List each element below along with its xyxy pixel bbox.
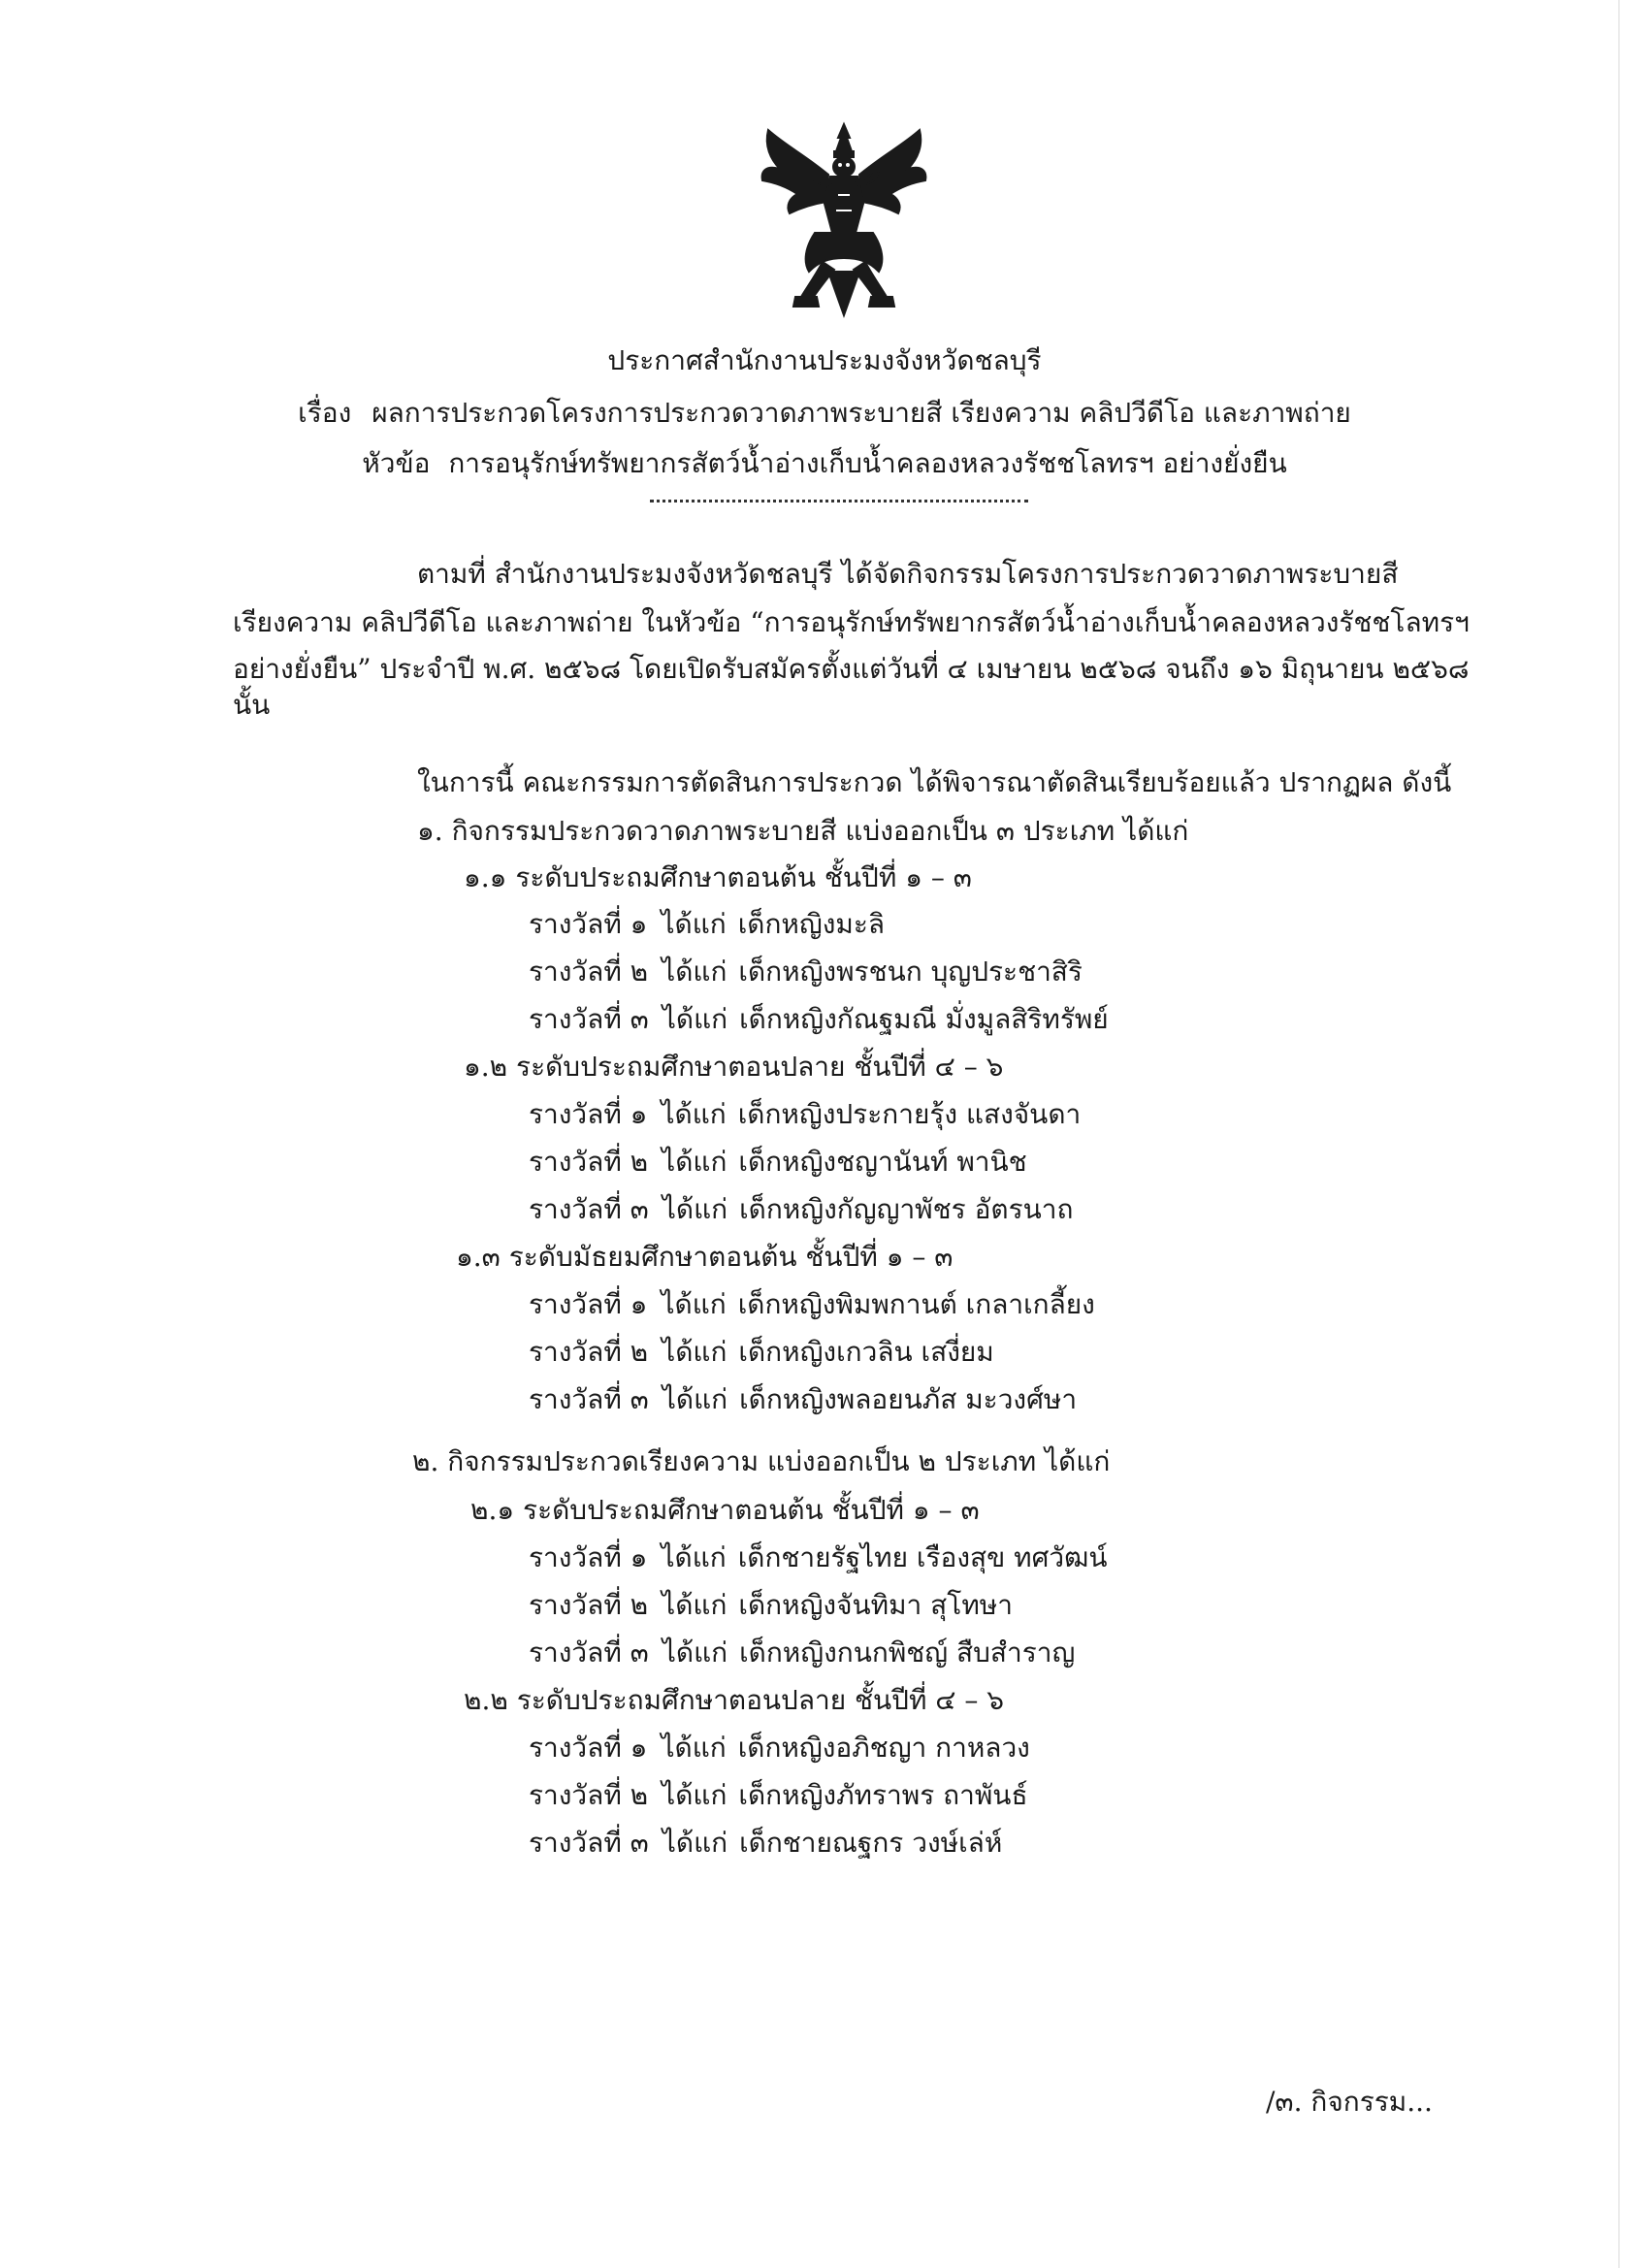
award-row [529, 1537, 1108, 1579]
category-title: ๒.๑ ระดับประถมศึกษาตอนต้น ชั้นปีที่ ๑ – ๓ [470, 1494, 980, 1526]
intro-line-3: อย่างยั่งยืน” ประจำปี พ.ศ. ๒๕๖๘ โดยเปิดรับสมัครตั้งแต่วันที่ ๔ เมษายน ๒๕๖๘ จนถึง ๑๖ มิถุนายน ๒๕๖๘ [233, 653, 1470, 685]
award-row [529, 1378, 1077, 1421]
award-row [529, 1632, 1075, 1674]
award-get-label: ได้แก่ [662, 1003, 728, 1035]
award-get-label: ได้แก่ [661, 908, 727, 940]
award-winner: เด็กหญิงเกวลิน เสงี่ยม [738, 1336, 994, 1368]
award-label: รางวัลที่ ๓ [529, 1827, 649, 1859]
topic-text: การอนุรักษ์ทรัพยากรสัตว์น้ำอ่างเก็บน้ำคลองหลวงรัชชโลทรฯ อย่างยั่งยืน [448, 447, 1287, 479]
award-row [529, 1727, 1030, 1769]
category-title: ๒.๒ ระดับประถมศึกษาตอนปลาย ชั้นปีที่ ๔ – ๖ [464, 1684, 1005, 1716]
award-label: รางวัลที่ ๓ [529, 1003, 649, 1035]
award-row [529, 1822, 1002, 1864]
award-label: รางวัลที่ ๑ [529, 1288, 648, 1320]
award-row [529, 1188, 1073, 1231]
award-label: รางวัลที่ ๑ [529, 1098, 648, 1130]
award-winner: เด็กหญิงพลอยนภัส มะวงศ์ษา [739, 1383, 1078, 1415]
award-get-label: ได้แก่ [661, 1098, 727, 1130]
award-get-label: ได้แก่ [661, 1541, 727, 1573]
award-winner: เด็กหญิงชญานันท์ พานิช [738, 1146, 1027, 1178]
award-row [529, 1283, 1095, 1326]
award-winner: เด็กหญิงอภิชญา กาหลวง [737, 1732, 1030, 1764]
award-label: รางวัลที่ ๑ [529, 908, 648, 940]
award-winner: เด็กหญิงประกายรุ้ง แสงจันดา [737, 1098, 1082, 1130]
award-winner: เด็กชายรัฐไทย เรืองสุข ทศวัฒน์ [737, 1541, 1108, 1573]
award-label: รางวัลที่ ๒ [529, 1589, 649, 1621]
category-title: ๑.๒ ระดับประถมศึกษาตอนปลาย ชั้นปีที่ ๔ – ๖ [464, 1051, 1004, 1083]
award-get-label: ได้แก่ [662, 1779, 728, 1811]
award-label: รางวัลที่ ๑ [529, 1541, 648, 1573]
award-row [529, 1584, 1013, 1627]
award-label: รางวัลที่ ๓ [529, 1193, 649, 1225]
award-label: รางวัลที่ ๑ [529, 1732, 648, 1764]
award-label: รางวัลที่ ๒ [529, 1336, 649, 1368]
announcement-subject [0, 392, 1649, 435]
award-get-label: ได้แก่ [662, 1636, 728, 1669]
topic-label: หัวข้อ [362, 447, 431, 479]
intro-line-4: นั้น [233, 689, 271, 721]
announcement-org: ประกาศสำนักงานประมงจังหวัดชลบุรี [607, 344, 1042, 376]
award-get-label: ได้แก่ [662, 1193, 728, 1225]
award-winner: เด็กหญิงกัญญาพัชร อัตรนาถ [739, 1193, 1074, 1225]
award-winner: เด็กหญิงกนกพิชญ์ สืบสำราญ [739, 1636, 1076, 1669]
result-intro: ในการนี้ คณะกรรมการตัดสินการประกวด ได้พิจารณาตัดสินเรียบร้อยแล้ว ปรากฏผล ดังนี้ [417, 766, 1452, 798]
award-label: รางวัลที่ ๒ [529, 1779, 649, 1811]
award-label: รางวัลที่ ๒ [529, 1146, 649, 1178]
award-label: รางวัลที่ ๓ [529, 1383, 649, 1415]
page-continuation: /๓. กิจกรรม... [1266, 2086, 1433, 2118]
award-get-label: ได้แก่ [662, 1146, 728, 1178]
award-winner: เด็กหญิงพรชนก บุญประชาสิริ [738, 956, 1083, 988]
award-get-label: ได้แก่ [662, 1336, 728, 1368]
separator-dots [650, 500, 1028, 502]
award-get-label: ได้แก่ [662, 1383, 728, 1415]
award-winner: เด็กชายณฐกร วงษ์เล่ห์ [739, 1827, 1003, 1859]
section-title: ๒. กิจกรรมประกวดเรียงความ แบ่งออกเป็น ๒ ประเภท ได้แก่ [412, 1445, 1111, 1477]
section-title: ๑. กิจกรรมประกวดวาดภาพระบายสี แบ่งออกเป็น ๓ ประเภท ได้แก่ [417, 815, 1189, 847]
category-title: ๑.๓ ระดับมัธยมศึกษาตอนต้น ชั้นปีที่ ๑ – ๓ [456, 1241, 954, 1273]
award-get-label: ได้แก่ [661, 1288, 727, 1320]
award-get-label: ได้แก่ [661, 1732, 727, 1764]
award-row [529, 903, 885, 946]
award-row [529, 1141, 1027, 1183]
award-row [529, 951, 1083, 993]
award-label: รางวัลที่ ๒ [529, 956, 649, 988]
award-winner: เด็กหญิงจันทิมา สุโทษา [738, 1589, 1013, 1621]
category-title: ๑.๑ ระดับประถมศึกษาตอนต้น ชั้นปีที่ ๑ – ๓ [464, 861, 972, 893]
intro-line-2: เรียงความ คลิปวีดีโอ และภาพถ่าย ในหัวข้อ “การอนุรักษ์ทรัพยากรสัตว์น้ำอ่างเก็บน้ำคลองหลวงรัชชโลทรฯ [233, 606, 1470, 638]
award-label: รางวัลที่ ๓ [529, 1636, 649, 1669]
award-row [529, 1331, 994, 1374]
announcement-topic [0, 442, 1649, 485]
award-get-label: ได้แก่ [662, 956, 728, 988]
award-row [529, 998, 1109, 1041]
award-get-label: ได้แก่ [662, 1827, 728, 1859]
award-winner: เด็กหญิงกัณฐมณี มั่งมูลสิริทรัพย์ [739, 1003, 1109, 1035]
subject-text: ผลการประกวดโครงการประกวดวาดภาพระบายสี เรียงความ คลิปวีดีโอ และภาพถ่าย [372, 397, 1351, 429]
award-row [529, 1774, 1028, 1817]
subject-label: เรื่อง [298, 397, 352, 429]
award-winner: เด็กหญิงภัทราพร ถาพันธ์ [738, 1779, 1028, 1811]
garuda-emblem-icon [747, 116, 941, 325]
award-winner: เด็กหญิงมะลิ [737, 908, 886, 940]
award-row [529, 1093, 1081, 1136]
award-winner: เด็กหญิงพิมพกานต์ เกลาเกลี้ยง [737, 1288, 1095, 1320]
intro-line-1: ตามที่ สำนักงานประมงจังหวัดชลบุรี ได้จัดกิจกรรมโครงการประกวดวาดภาพระบายสี [417, 558, 1399, 590]
award-get-label: ได้แก่ [662, 1589, 728, 1621]
